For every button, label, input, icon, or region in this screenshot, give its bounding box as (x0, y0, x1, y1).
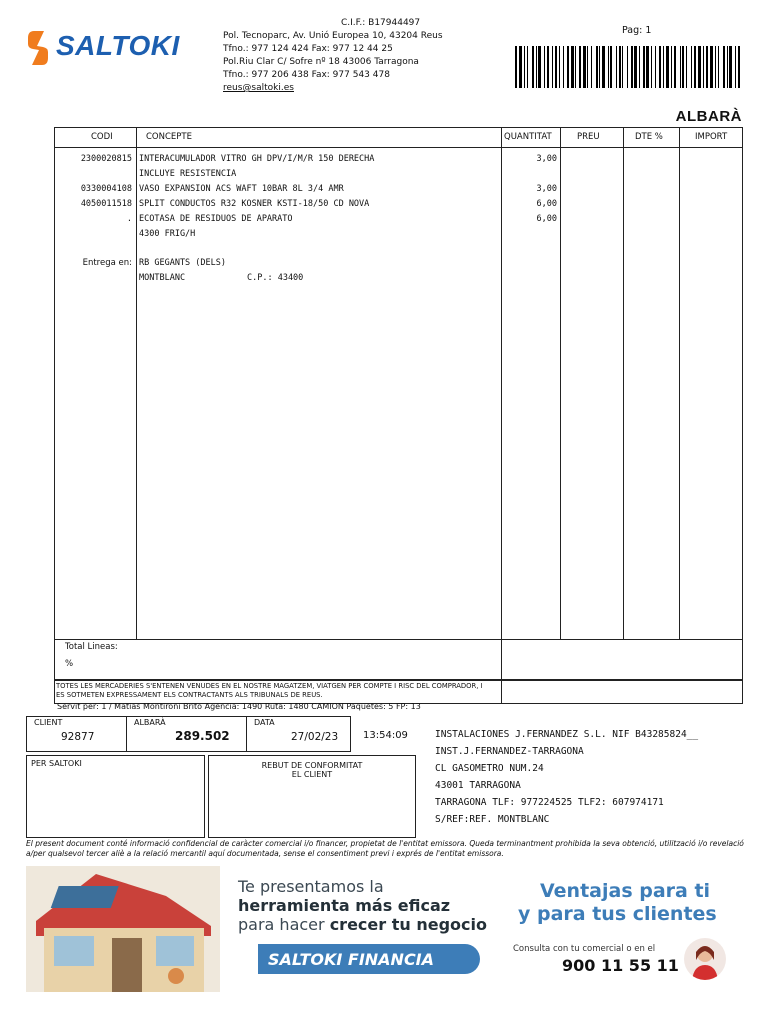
item-concept: VASO EXPANSION ACS WAFT 10BAR 8L 3/4 AMR (139, 184, 344, 194)
rebut-line2: EL CLIENT (291, 770, 333, 779)
house-illustration (26, 866, 220, 992)
page-number: Pag: 1 (622, 25, 652, 36)
item-qty: 3,00 (536, 154, 557, 164)
barcode-bar (703, 46, 704, 88)
delivery-name: RB GEGANTS (DELS) (139, 258, 226, 268)
banner-line3b: crecer tu negocio (329, 915, 487, 934)
barcode-bar (727, 46, 728, 88)
client-box (26, 716, 127, 752)
barcode-bar (622, 46, 623, 88)
barcode (515, 46, 741, 88)
barcode-bar (718, 46, 719, 88)
phone-number[interactable]: 900 11 55 11 (562, 956, 679, 975)
barcode-bar (723, 46, 725, 88)
barcode-bar (619, 46, 621, 88)
barcode-bar (738, 46, 740, 88)
barcode-bar (706, 46, 708, 88)
terms-text: TOTES LES MERCADERIES S'ENTENEN VENUDES EN EL NOSTRE MAGATZEM, VIATGEN PER COMPTE I RISC DEL COMPRADOR, I ES SOTMETEN EXPRESSAMENT ELS CONTRACTANTS ALS TRIBUNALS DE REUS. (56, 682, 483, 699)
albara-number: 289.502 (175, 729, 230, 743)
col-header-import: IMPORT (695, 132, 728, 142)
col-header-concepte: CONCEPTE (146, 132, 192, 142)
col-header-dte: DTE % (635, 132, 663, 142)
barcode-bar (610, 46, 612, 88)
banner-right-line2: y para tus clientes (518, 903, 717, 925)
barcode-bar (634, 46, 637, 88)
barcode-bar (729, 46, 732, 88)
item-concept: SPLIT CONDUCTOS R32 KOSNER KSTI-18/50 CD NOVA (139, 199, 370, 209)
barcode-bar (663, 46, 664, 88)
rebut-label (209, 761, 415, 779)
column-divider (560, 128, 561, 639)
barcode-bar (544, 46, 545, 88)
delivery-label: Entrega en: (82, 258, 132, 268)
agent-avatar (684, 938, 726, 980)
client-number: 92877 (61, 731, 95, 743)
barcode-bar (536, 46, 537, 88)
item-concept: 4300 FRIG/H (139, 229, 196, 239)
item-qty: 6,00 (536, 199, 557, 209)
barcode-bar (616, 46, 617, 88)
banner-line3 (238, 915, 487, 934)
barcode-bar (735, 46, 736, 88)
customer-line: INSTALACIONES J.FERNANDEZ S.L. NIF B43285824__ (435, 729, 699, 740)
column-divider (679, 128, 680, 639)
brand-name: SALTOKI (56, 30, 180, 61)
barcode-bar (655, 46, 656, 88)
item-qty: 3,00 (536, 184, 557, 194)
customer-line: S/REF:REF. MONTBLANC (435, 814, 550, 825)
item-code: 0330004108 (80, 184, 132, 194)
company-info (223, 17, 443, 95)
address-line: Pol.Riu Clar C/ Sofre nº 18 43006 Tarragona (223, 57, 419, 67)
col-header-preu: PREU (577, 132, 600, 142)
item-code: 4050011518 (80, 199, 132, 209)
barcode-bar (571, 46, 574, 88)
address-line: Pol. Tecnoparc, Av. Unió Europea 10, 43204 Reus (223, 31, 443, 41)
item-concept: INTERACUMULADOR VITRO GH DPV/I/M/R 150 DERECHA (139, 154, 375, 164)
client-label: CLIENT (34, 718, 63, 727)
barcode-bar (608, 46, 609, 88)
address-line: Tfno.: 977 206 438 Fax: 977 543 478 (223, 70, 390, 80)
header-divider (55, 147, 501, 148)
delivery-cp: C.P.: 43400 (247, 273, 304, 283)
barcode-bar (591, 46, 592, 88)
barcode-bar (666, 46, 669, 88)
barcode-bar (515, 46, 517, 88)
barcode-bar (602, 46, 605, 88)
barcode-bar (555, 46, 557, 88)
barcode-bar (567, 46, 569, 88)
barcode-bar (587, 46, 588, 88)
time-value: 13:54:09 (363, 730, 408, 741)
item-concept: INCLUYE RESISTENCIA (139, 169, 237, 179)
barcode-bar (659, 46, 661, 88)
barcode-bar (538, 46, 541, 88)
items-table (54, 127, 743, 680)
item-qty: 6,00 (536, 214, 557, 224)
barcode-bar (691, 46, 692, 88)
barcode-bar (671, 46, 672, 88)
barcode-bar (532, 46, 534, 88)
legal-notice: El present document conté informació confidencial de caràcter comercial i/o financer, propietat de l'entitat emissora. Queda terminantment prohibida la seva obtenció, utilització i/o revelació a/per qualsevol tercer aliè a la relació mercantil aquí documentada, sense el consentiment previ i exprés de l'entitat emissora. (26, 839, 744, 858)
customer-line: 43001 TARRAGONA (435, 780, 521, 791)
banner-right-line1: Ventajas para ti (540, 880, 711, 902)
date-value: 27/02/23 (291, 731, 339, 743)
customer-line: INST.J.FERNANDEZ-TARRAGONA (435, 746, 584, 757)
document-title: ALBARÀ (675, 108, 742, 125)
item-concept: ECOTASA DE RESIDUOS DE APARATO (139, 214, 293, 224)
barcode-bar (686, 46, 687, 88)
barcode-bar (715, 46, 716, 88)
barcode-bar (596, 46, 598, 88)
percent-label: % (65, 659, 74, 669)
barcode-bar (674, 46, 676, 88)
header-divider (501, 147, 742, 148)
item-code: 2300020815 (80, 154, 132, 164)
col-header-codi: CODI (91, 132, 113, 142)
consulta-text: Consulta con tu comercial o en el (513, 944, 656, 954)
barcode-bar (547, 46, 549, 88)
table-bottom-divider (55, 639, 742, 640)
column-divider (623, 128, 624, 639)
barcode-bar (575, 46, 576, 88)
banner-line3a: para hacer (238, 915, 330, 934)
barcode-bar (694, 46, 696, 88)
barcode-bar (559, 46, 560, 88)
column-divider (136, 128, 137, 639)
customer-line: CL GASOMETRO NUM.24 (435, 763, 544, 774)
barcode-bar (527, 46, 528, 88)
item-code: . (126, 214, 132, 224)
saltoki-financia-badge: SALTOKI FINANCIA (258, 944, 480, 974)
customer-line: TARRAGONA TLF: 977224525 TLF2: 607974171 (435, 797, 664, 808)
barcode-bar (646, 46, 649, 88)
banner-line1: Te presentamos la (238, 877, 384, 896)
date-box (246, 716, 351, 752)
delivery-city: MONTBLANC (139, 273, 186, 283)
signature-saltoki-box (26, 755, 205, 838)
barcode-bar (639, 46, 640, 88)
albara-label: ALBARÀ (134, 718, 166, 727)
banner-line2: herramienta más eficaz (238, 896, 451, 915)
rebut-line1: REBUT DE CONFORMITAT (261, 761, 363, 770)
address-line: Tfno.: 977 124 424 Fax: 977 12 44 25 (223, 44, 393, 54)
column-divider (501, 128, 502, 681)
signature-client-box (208, 755, 416, 838)
barcode-bar (579, 46, 581, 88)
barcode-bar (524, 46, 525, 88)
barcode-bar (552, 46, 553, 88)
barcode-bar (698, 46, 701, 88)
cif: C.I.F.: B17944497 (341, 18, 421, 28)
barcode-bar (627, 46, 628, 88)
barcode-bar (710, 46, 713, 88)
barcode-bar (563, 46, 564, 88)
total-lines-label: Total Lineas: (65, 642, 118, 652)
served-by: Servit per: 1 / Matias Montironi Brito Agencia: 1490 Ruta: 1480 CAMION Paquetes: 5 FP: 13 (57, 702, 421, 711)
barcode-bar (651, 46, 652, 88)
barcode-bar (643, 46, 645, 88)
barcode-bar (631, 46, 633, 88)
barcode-bar (599, 46, 600, 88)
notes-divider (501, 681, 502, 703)
barcode-bar (583, 46, 586, 88)
albara-box (126, 716, 247, 752)
barcode-bar (680, 46, 681, 88)
per-saltoki-label: PER SALTOKI (31, 759, 82, 768)
barcode-bar (682, 46, 684, 88)
email-link[interactable]: reus@saltoki.es (223, 83, 294, 93)
col-header-quantitat: QUANTITAT (504, 132, 552, 142)
date-label: DATA (254, 718, 275, 727)
barcode-bar (519, 46, 522, 88)
